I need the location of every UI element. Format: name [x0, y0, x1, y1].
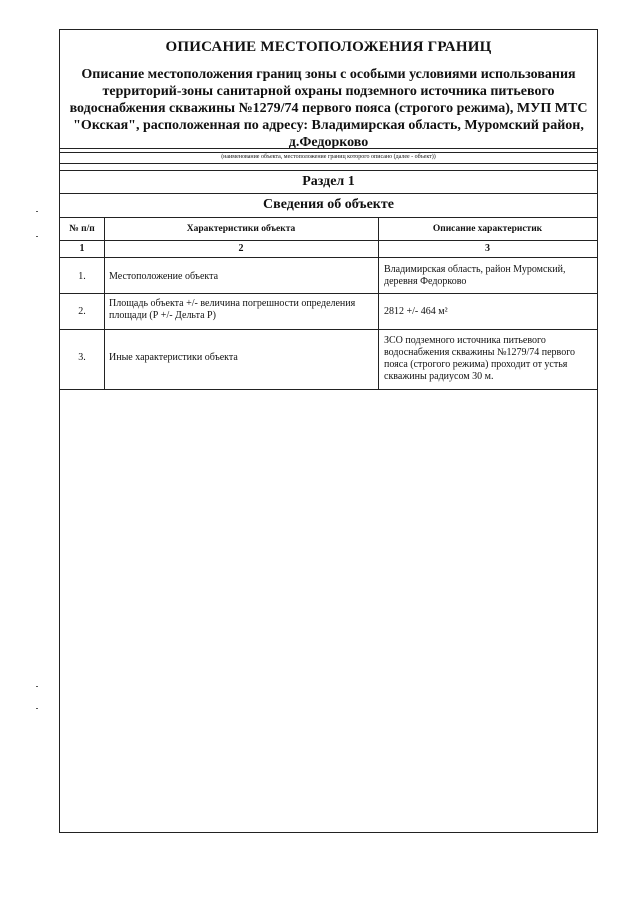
rule: [60, 152, 597, 153]
rule: [60, 217, 597, 218]
rule: [60, 170, 597, 171]
rule: [60, 240, 597, 241]
column-number: 1: [79, 243, 85, 254]
document-title: ОПИСАНИЕ МЕСТОПОЛОЖЕНИЯ ГРАНИЦ: [165, 39, 492, 55]
object-name-note: (наименование объекта, местоположение границ которого описано (далее - объект)): [221, 154, 436, 160]
document-frame: [59, 29, 598, 833]
header-number: № п/п: [69, 224, 95, 234]
row-description: ЗСО подземного источника питьевого водоснабжения скважины №1279/74 первого пояса (строгого режима) проходит от устья скважины радиусом 30 м.: [384, 335, 576, 382]
row-characteristic: Иные характеристики объекта: [109, 352, 238, 363]
rule: [60, 193, 597, 194]
margin-mark: [36, 211, 38, 212]
rule: [60, 293, 597, 294]
row-characteristic: Площадь объекта +/- величина погрешности определения площади (Р +/- Дельта Р): [109, 298, 356, 321]
rule: [60, 329, 597, 330]
row-number: 2.: [78, 306, 86, 317]
row-description: Владимирская область, район Муромский, деревня Федорково: [384, 264, 566, 287]
rule: [60, 148, 597, 149]
document-subtitle: Описание местоположения границ зоны с особыми условиями использования территорий-зоны санитарной охраны подземного источника питьевого водоснабжения скважины №1279/74 первого пояса (строгого режима), МУП МТС "Окская", расположенная по адресу: Владимирская область, Муромский район, д.Федорково: [69, 67, 588, 150]
header-description: Описание характеристик: [432, 224, 543, 234]
row-characteristic: Местоположение объекта: [109, 271, 219, 282]
rule: [60, 257, 597, 258]
row-description: 2812 +/- 464 м²: [384, 306, 448, 317]
margin-mark: [36, 708, 38, 709]
rule: [60, 163, 597, 164]
column-number: 2: [238, 243, 244, 254]
section-subtitle: Сведения об объекте: [263, 197, 394, 212]
row-number: 1.: [78, 271, 86, 282]
margin-mark: [36, 686, 38, 687]
column-number: 3: [485, 243, 490, 254]
margin-mark: [36, 236, 38, 237]
rule: [60, 389, 597, 390]
section-title: Раздел 1: [302, 174, 355, 189]
header-characteristic: Характеристики объекта: [186, 224, 296, 234]
row-number: 3.: [78, 352, 86, 363]
